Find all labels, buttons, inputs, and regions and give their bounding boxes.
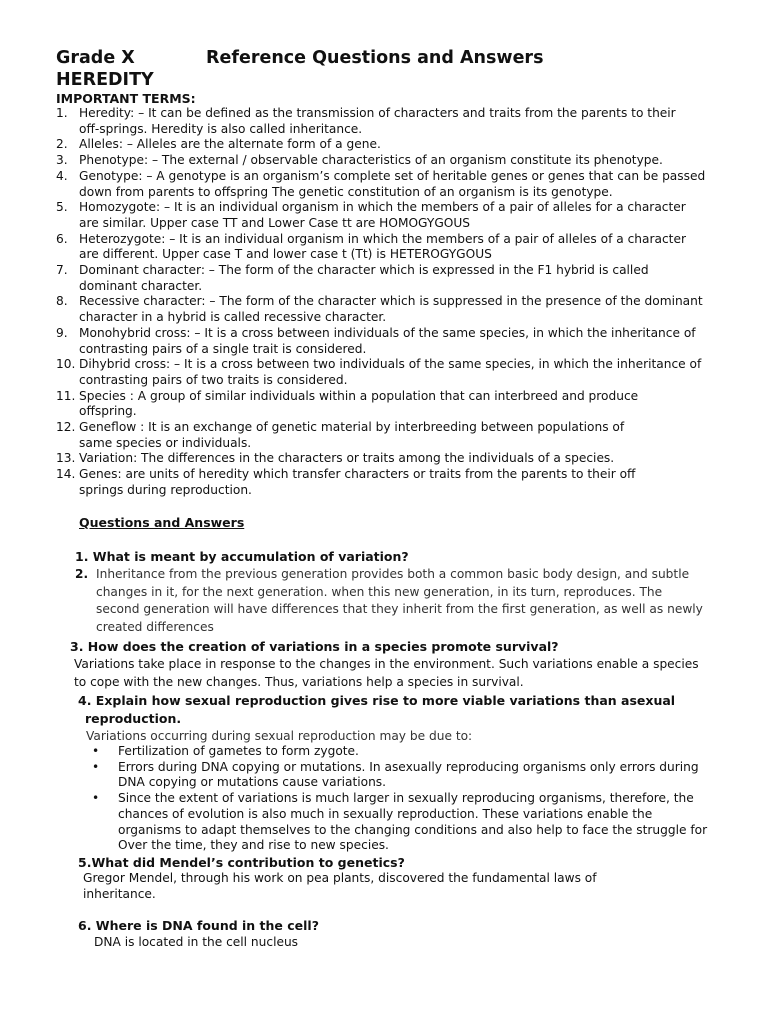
answer-line: Inheritance from the previous generation provides both a common basic body design, and subtle: [96, 567, 690, 581]
page-title: Reference Questions and Answers: [206, 48, 544, 68]
question-6: 6. Where is DNA found in the cell?: [78, 918, 319, 933]
term-text-line: Homozygote: – It is an individual organism in which the members of a pair of alleles for a character: [79, 200, 686, 215]
answer-line: created differences: [96, 619, 214, 634]
term-number: 13.: [56, 451, 76, 466]
answer-1-number: 2.: [75, 567, 89, 581]
term-item: [56, 467, 756, 498]
answer-line: second generation will have differences that they inherit from the first generation, as well as newly: [96, 602, 703, 616]
term-item: [56, 389, 756, 420]
term-text-line: Alleles: – Alleles are the alternate form of a gene.: [79, 137, 381, 152]
term-number: 7.: [56, 263, 68, 278]
term-number: 14.: [56, 467, 76, 482]
bullet-text-line: Fertilization of gametes to form zygote.: [118, 744, 359, 758]
term-text-line: Heredity: – It can be defined as the transmission of characters and traits from the parents to their: [79, 106, 676, 120]
question-line: 4. Explain how sexual reproduction gives rise to more viable variations than asexual: [78, 693, 676, 708]
grade-label: Grade X: [56, 48, 135, 68]
term-item: [56, 153, 756, 169]
question-1: 1. What is meant by accumulation of variation?: [75, 549, 409, 564]
answer-line: inheritance.: [83, 887, 156, 901]
answer-1-text: [96, 566, 756, 636]
answer-4-bullets: [92, 744, 742, 854]
answer-3: [74, 656, 764, 691]
term-text-line: character in a hybrid is called recessive character.: [79, 310, 387, 325]
term-number: 12.: [56, 420, 76, 435]
answer-line: Variations take place in response to the changes in the environment. Such variations enable a species: [74, 657, 699, 671]
question-5: 5.What did Mendel’s contribution to genetics?: [78, 855, 405, 870]
bullet-text-line: organisms to adapt themselves to the changing conditions and also help to face the struggle for: [118, 822, 708, 837]
bullet-text-line: Errors during DNA copying or mutations. In asexually reproducing organisms only errors during: [118, 759, 699, 774]
bullet-text-line: DNA copying or mutations cause variations.: [118, 775, 387, 790]
bullet-icon: •: [92, 759, 100, 774]
bullet-icon: •: [92, 744, 100, 758]
term-text-line: Recessive character: – The form of the character which is suppressed in the presence of the dominant: [79, 294, 703, 309]
term-item: [56, 294, 756, 325]
bullet-text-line: chances of evolution is also much in sexually reproduction. These variations enable the: [118, 806, 653, 821]
term-text-line: Monohybrid cross: – It is a cross between individuals of the same species, in which the inheritance of: [79, 325, 696, 340]
term-item: [56, 137, 756, 153]
term-item: [56, 200, 756, 231]
term-text-line: contrasting pairs of two traits is considered.: [79, 372, 348, 387]
term-number: 11.: [56, 388, 76, 403]
title-row: [56, 47, 746, 71]
term-text-line: off-springs. Heredity is also called inheritance.: [79, 121, 363, 136]
term-number: 10.: [56, 357, 76, 372]
term-text-line: Dihybrid cross: – It is a cross between two individuals of the same species, in which the inheritance of: [79, 357, 702, 372]
answer-line: changes in it, for the next generation. when this new generation, in its turn, reproduces. The: [96, 584, 663, 599]
question-3: 3. How does the creation of variations in a species promote survival?: [70, 639, 559, 654]
term-number: 2.: [56, 137, 68, 152]
term-text-line: Heterozygote: – It is an individual organism in which the members of a pair of alleles of a character: [79, 231, 686, 246]
qa-heading: Questions and Answers: [79, 515, 245, 530]
bullet-icon: •: [92, 791, 100, 806]
term-item: [56, 357, 756, 388]
answer-line: Gregor Mendel, through his work on pea plants, discovered the fundamental laws of: [83, 871, 597, 885]
term-text-line: Genotype: – A genotype is an organism’s complete set of heritable genes or genes that can be passed: [79, 168, 706, 183]
term-item: [56, 232, 756, 263]
term-number: 3.: [56, 153, 68, 168]
bullet-text-line: Over the time, they and rise to new species.: [118, 838, 389, 853]
important-terms-heading: IMPORTANT TERMS:: [56, 91, 196, 106]
term-item: [56, 451, 756, 467]
bullet-item: [92, 760, 742, 791]
term-number: 5.: [56, 200, 68, 215]
term-item: [56, 106, 756, 137]
bullet-text-line: Since the extent of variations is much larger in sexually reproducing organisms, therefore, the: [118, 791, 694, 806]
term-text-line: springs during reproduction.: [79, 482, 252, 497]
term-text-line: Phenotype: – The external / observable characteristics of an organism constitute its phenotype.: [79, 153, 663, 168]
term-text-line: offspring.: [79, 404, 137, 419]
term-number: 6.: [56, 231, 68, 246]
term-text-line: down from parents to offspring The genetic constitution of an organism is its genotype.: [79, 184, 613, 199]
term-text-line: Genes: are units of heredity which transfer characters or traits from the parents to their off: [79, 467, 636, 482]
term-text-line: contrasting pairs of a single trait is considered.: [79, 341, 367, 356]
term-item: [56, 326, 756, 357]
bullet-item: [92, 744, 742, 760]
important-terms-list: [56, 106, 756, 499]
question-line: reproduction.: [85, 711, 182, 726]
term-text-line: Dominant character: – The form of the character which is expressed in the F1 hybrid is called: [79, 263, 649, 278]
answer-line: to cope with the new changes. Thus, variations help a species in survival.: [74, 674, 524, 689]
term-item: [56, 420, 756, 451]
answer-6: DNA is located in the cell nucleus: [94, 935, 299, 949]
term-item: [56, 169, 756, 200]
bullet-item: [92, 791, 742, 854]
term-text-line: Geneflow : It is an exchange of genetic material by interbreeding between populations of: [79, 420, 625, 435]
term-text-line: Variation: The differences in the characters or traits among the individuals of a species.: [79, 451, 615, 466]
term-item: [56, 263, 756, 294]
answer-4-intro: Variations occurring during sexual reproduction may be due to:: [86, 729, 473, 743]
subject-heading: HEREDITY: [56, 70, 154, 90]
answer-5: [83, 870, 743, 902]
term-number: 1.: [56, 106, 68, 120]
term-number: 9.: [56, 325, 68, 340]
term-number: 4.: [56, 168, 68, 183]
term-text-line: Species : A group of similar individuals within a population that can interbreed and produce: [79, 388, 639, 403]
term-text-line: are different. Upper case T and lower case t (Tt) is HETEROGYGOUS: [79, 247, 492, 262]
term-number: 8.: [56, 294, 68, 309]
term-text-line: are similar. Upper case TT and Lower Case tt are HOMOGYGOUS: [79, 215, 471, 230]
term-text-line: same species or individuals.: [79, 435, 252, 450]
term-text-line: dominant character.: [79, 278, 203, 293]
question-4: [78, 692, 758, 728]
